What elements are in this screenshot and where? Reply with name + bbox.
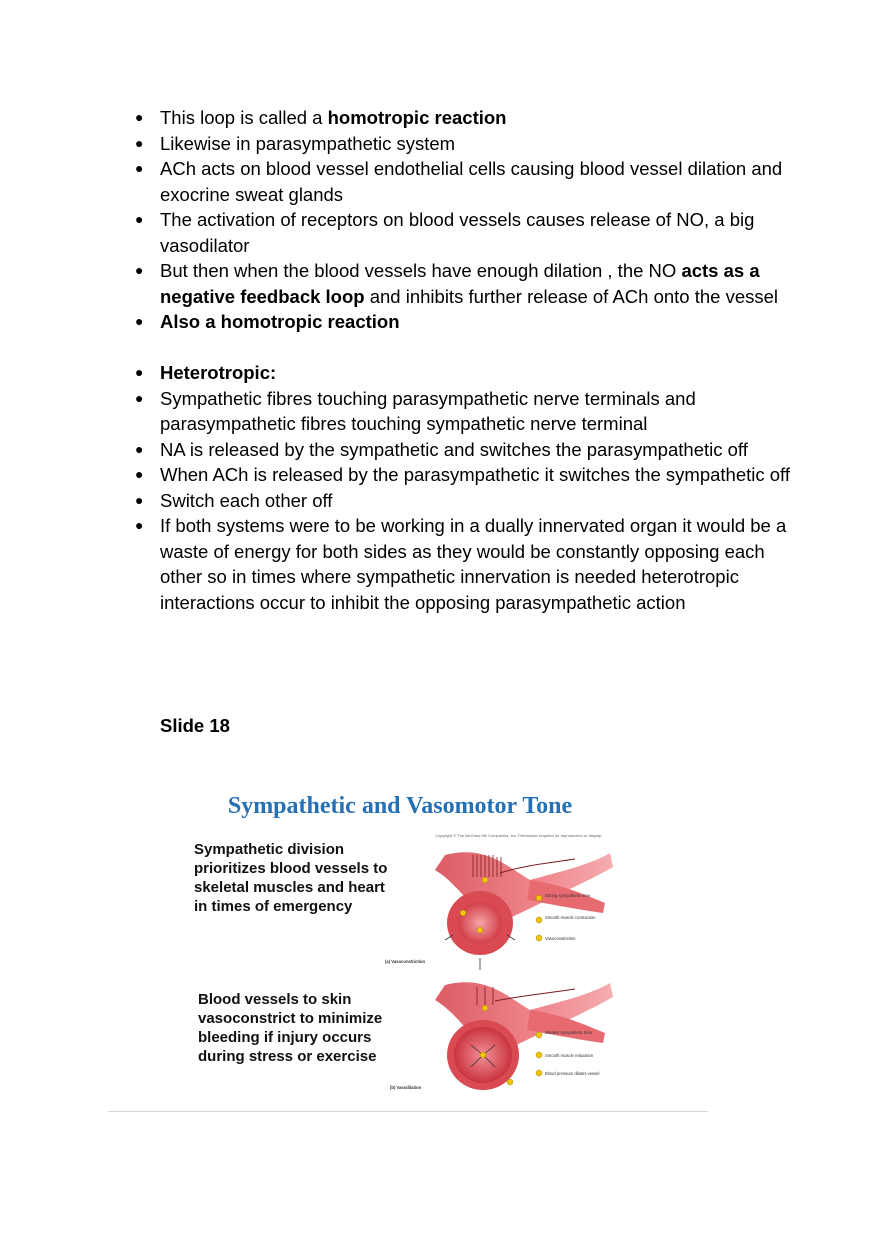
figure-title: Sympathetic and Vasomotor Tone [227,793,573,819]
bullet-bold-text: Heterotropic: [160,362,277,383]
bullet-text: When ACh is released by the parasympathetic it switches the sympathetic off [160,464,790,485]
step-marker-icon [536,917,542,923]
bullet-item [135,156,795,207]
bullet-text: Sympathetic fibres touching parasympathetic nerve terminals and parasympathetic fibres touching sympathetic nerve terminal [160,387,696,434]
step-marker-icon [477,927,483,933]
bullet-text: NA is released by the sympathetic and switches the parasympathetic off [160,438,748,460]
panel-a-label-1: Strong sympathetic tone [545,893,591,898]
bullet-item [135,131,795,157]
bullet-item [135,360,795,386]
bullet-item [135,105,795,131]
figure-text-top: Sympathetic division prioritizes blood vessels to skeletal muscles and heart in times of emergency [194,841,388,915]
panel-a-caption: (a) Vasoconstriction [385,959,426,964]
bullet-text: Likewise in parasympathetic system [160,132,456,154]
page-divider [108,1111,708,1112]
bullet-item [135,462,795,488]
bullet-text: and inhibits further release of ACh onto the vessel [364,285,779,307]
panel-a-label-3: Vasoconstriction [545,936,576,941]
panel-b-caption: (b) Vasodilation [390,1085,422,1090]
bullet-text: ACh acts on blood vessel endothelial cells causing blood vessel dilation and exocrine sweat glands [160,158,783,205]
bullet-item [135,386,795,437]
slide-label: Slide 18 [160,715,230,736]
step-marker-icon [482,877,488,883]
step-marker-icon [480,1052,486,1058]
step-marker-icon [536,935,542,941]
step-marker-icon [536,895,542,901]
bullet-bold-text: homotropic reaction [327,107,507,128]
bullet-bold-text: Also a homotropic reaction [160,311,400,332]
step-marker-icon [460,910,466,916]
step-marker-icon [536,1052,542,1058]
slide-figure [185,785,615,1095]
bullet-text: Switch each other off [160,489,333,511]
bullet-item [135,513,795,615]
bullet-item [135,207,795,258]
panel-b-label-3: Blood pressure dilates vessel [545,1071,600,1076]
bullet-item [135,488,795,514]
step-marker-icon [482,1005,488,1011]
bullet-bold-text: acts as a negative feedback loop [160,260,760,307]
vessel-diagram [385,845,615,1095]
bullet-text: This loop is called a [160,107,328,128]
step-marker-icon [536,1032,542,1038]
bullet-list [135,105,795,615]
bullet-text: The activation of receptors on blood vessels causes release of NO, a big vasodilator [160,209,755,256]
panel-a-label-2: Smooth muscle contraction [545,915,596,920]
step-marker-icon [507,1079,513,1085]
figure-copyright: Copyright © The McGraw-Hill Companies, Inc. Permission required for reproduction or display. [435,833,602,838]
step-marker-icon [536,1070,542,1076]
bullet-item [135,309,795,335]
panel-b-label-1: Weaker sympathetic tone [545,1030,593,1035]
bullet-item [135,437,795,463]
bullet-text: But then when the blood vessels have enough dilation , the NO [160,260,682,281]
bullet-item [135,258,795,309]
panel-b-label-2: Smooth muscle relaxation [545,1053,594,1058]
bullet-text: If both systems were to be working in a dually innervated organ it would be a waste of energy for both sides as they would be constantly opposing each other so in times where sympathetic innervation is needed heterotropic interactions occur to inhibit the opposing parasympathetic action [160,515,787,613]
figure-text-bottom: Blood vessels to skin vasoconstrict to minimize bleeding if injury occurs during stress or exercise [198,991,383,1065]
